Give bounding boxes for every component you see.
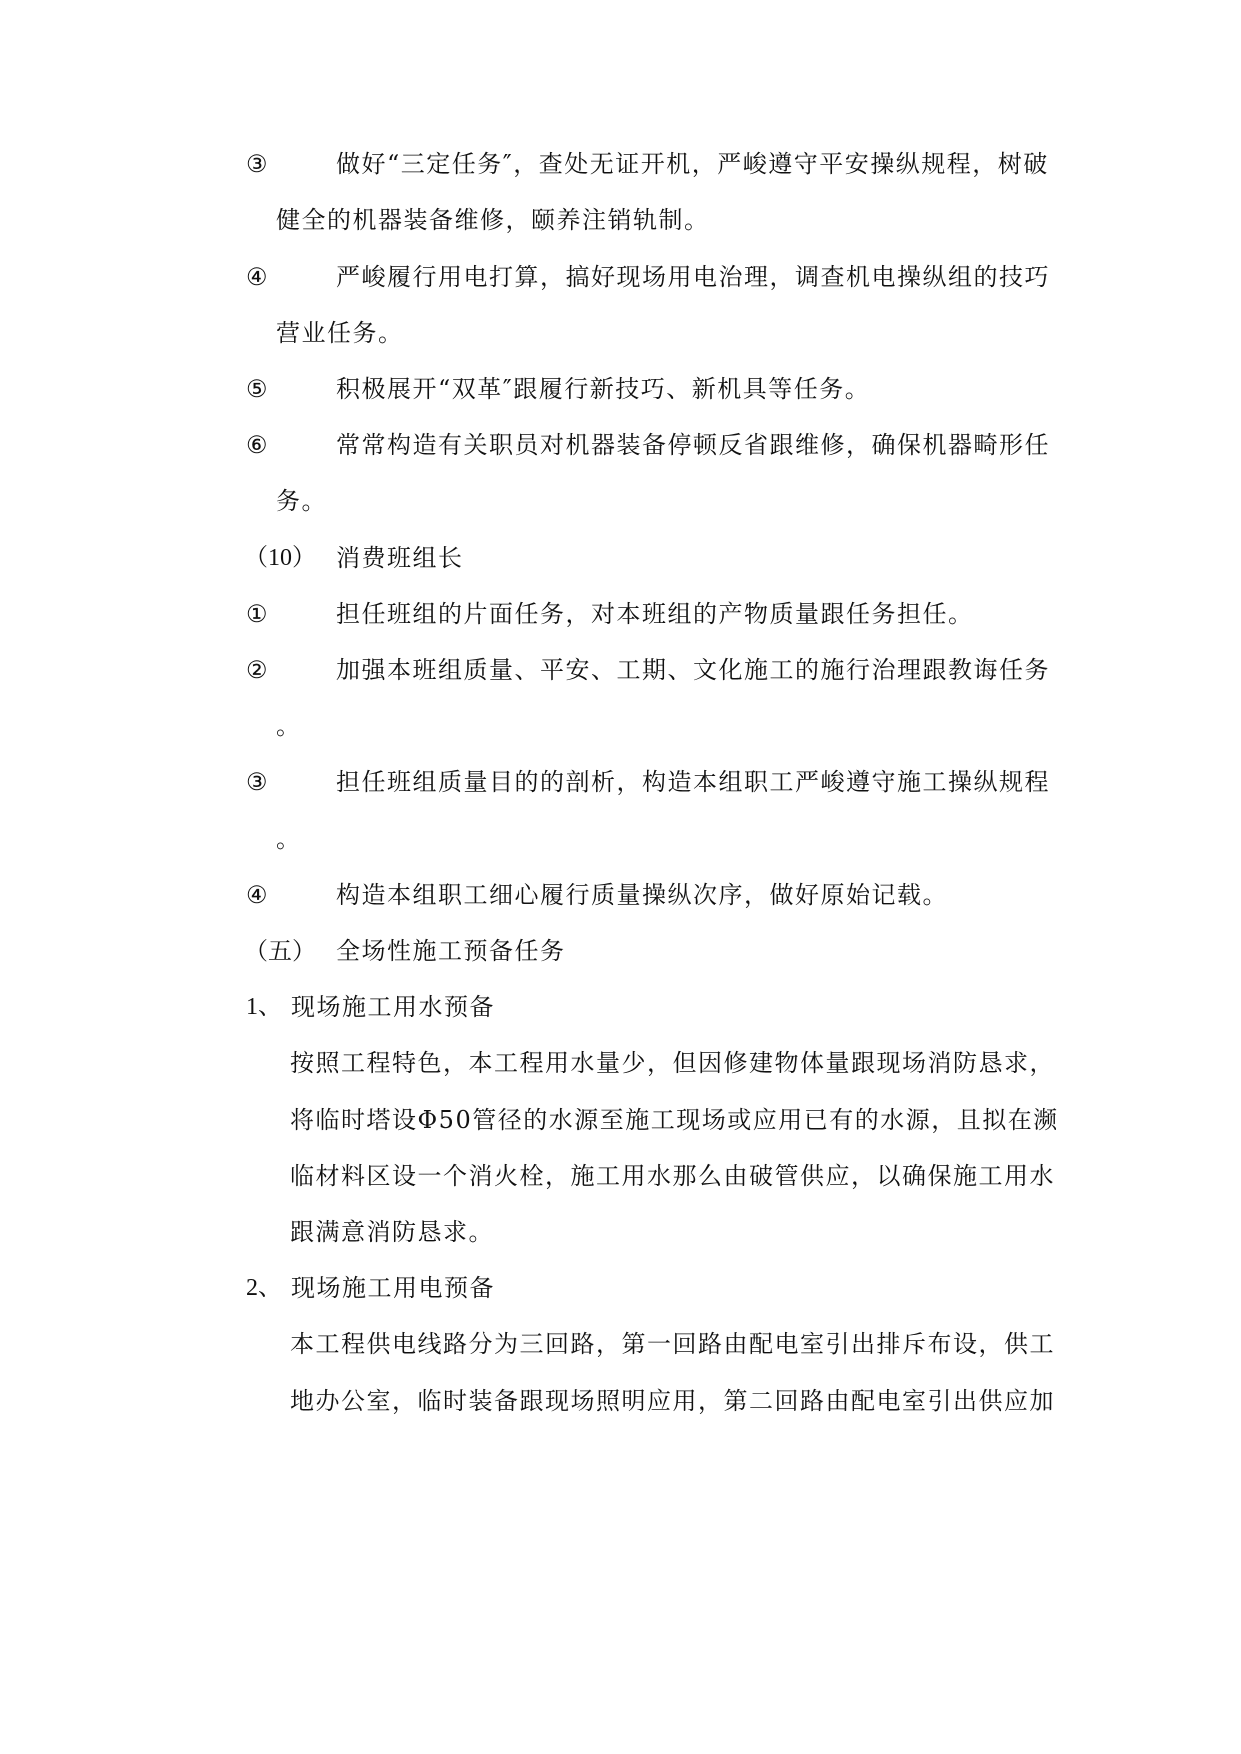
list-marker: ⑤	[246, 375, 268, 403]
subsection-heading: 现场施工用电预备	[291, 1274, 495, 1302]
list-item-text: 担任班组质量目的的剖析，构造本组职工严峻遵守施工操纵规程	[336, 768, 1050, 796]
list-item-text: 常常构造有关职员对机器装备停顿反省跟维修，确保机器畸形任	[336, 431, 1050, 459]
section-heading: 全场性施工预备任务	[336, 937, 566, 965]
section-marker: （五）	[244, 937, 316, 965]
list-item-text: 积极展开“双革″跟履行新技巧、新机具等任务。	[336, 375, 871, 403]
paragraph-line: 本工程供电线路分为三回路，第一回路由配电室引出排斥布设，供工	[290, 1330, 1055, 1358]
paragraph-line: 跟满意消防恳求。	[290, 1218, 494, 1246]
list-item-continuation: 营业任务。	[276, 319, 404, 347]
list-item-continuation: 务。	[276, 487, 327, 515]
list-marker: ④	[246, 263, 268, 291]
list-item-continuation: 健全的机器装备维修，颐养注销轨制。	[276, 206, 710, 234]
list-marker: ③	[246, 150, 268, 178]
list-item-continuation: 。	[276, 712, 302, 740]
list-item-continuation: 。	[276, 825, 302, 853]
section-heading: 消费班组长	[336, 544, 464, 572]
paragraph-line: 将临时塔设Φ50管径的水源至施工现场或应用已有的水源，且拟在濒	[290, 1106, 1059, 1134]
list-marker: ①	[246, 600, 268, 628]
list-marker: ⑥	[246, 431, 268, 459]
paragraph-line: 按照工程特色，本工程用水量少，但因修建物体量跟现场消防恳求，	[290, 1049, 1055, 1077]
list-marker: ③	[246, 768, 268, 796]
list-item-text: 构造本组职工细心履行质量操纵次序，做好原始记载。	[336, 881, 948, 909]
list-item-text: 担任班组的片面任务，对本班组的产物质量跟任务担任。	[336, 600, 974, 628]
list-item-text: 严峻履行用电打算，搞好现场用电治理，调查机电操纵组的技巧	[336, 263, 1050, 291]
list-marker: ④	[246, 881, 268, 909]
list-item-text: 做好“三定任务″，查处无证开机，严峻遵守平安操纵规程，树破	[336, 150, 1049, 178]
section-marker: （10）	[244, 545, 316, 571]
list-marker: ②	[246, 656, 268, 684]
paragraph-line: 地办公室，临时装备跟现场照明应用，第二回路由配电室引出供应加	[290, 1387, 1055, 1415]
paragraph-line: 临材料区设一个消火栓，施工用水那么由破管供应，以确保施工用水	[290, 1162, 1055, 1190]
numbered-marker: 1、	[246, 994, 282, 1020]
subsection-heading: 现场施工用水预备	[291, 993, 495, 1021]
numbered-marker: 2、	[246, 1275, 282, 1301]
list-item-text: 加强本班组质量、平安、工期、文化施工的施行治理跟教诲任务	[336, 656, 1050, 684]
